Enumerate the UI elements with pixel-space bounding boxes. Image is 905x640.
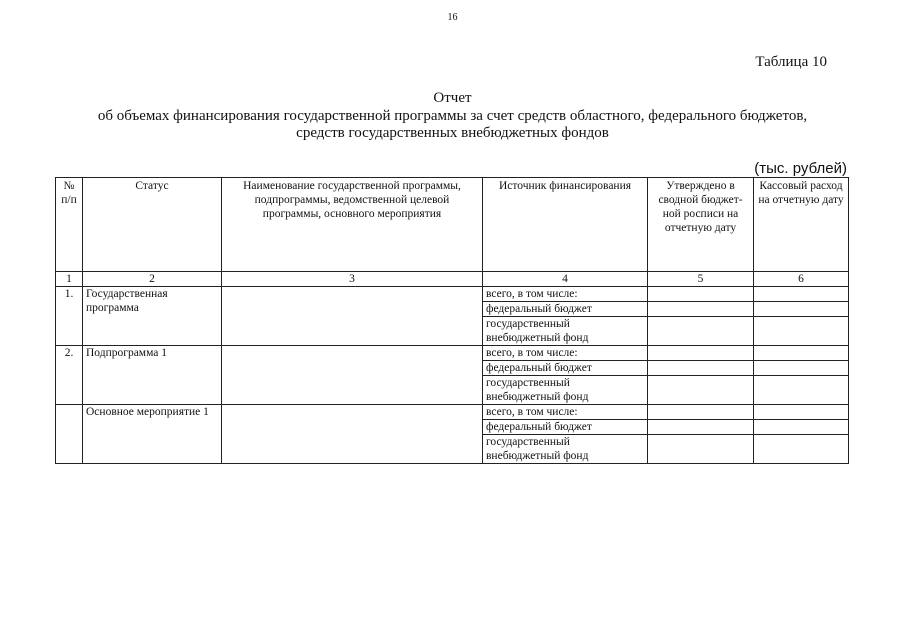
cash-expense-cell bbox=[754, 420, 849, 435]
cash-expense-cell bbox=[754, 346, 849, 361]
financing-source: федеральный бюджет bbox=[483, 361, 648, 376]
cash-expense-cell bbox=[754, 376, 849, 405]
approved-cell bbox=[648, 287, 754, 302]
column-number: 2 bbox=[83, 272, 222, 287]
row-number bbox=[56, 405, 83, 464]
table-row bbox=[56, 346, 849, 361]
column-header-status: Статус bbox=[83, 178, 222, 272]
row-status: Государственная программа bbox=[83, 287, 222, 346]
financing-source: всего, в том числе: bbox=[483, 346, 648, 361]
column-number: 6 bbox=[754, 272, 849, 287]
row-name-cell bbox=[222, 287, 483, 346]
approved-cell bbox=[648, 435, 754, 464]
approved-cell bbox=[648, 361, 754, 376]
column-number: 3 bbox=[222, 272, 483, 287]
financing-source: государственный внебюджетный фонд bbox=[483, 376, 648, 405]
approved-cell bbox=[648, 302, 754, 317]
column-header-name: Наименование государственной программы, подпрограммы, ведомственной целевой программы, основного мероприятия bbox=[222, 178, 483, 272]
row-name-cell bbox=[222, 346, 483, 405]
row-name-cell bbox=[222, 405, 483, 464]
cash-expense-cell bbox=[754, 361, 849, 376]
table-label: Таблица 10 bbox=[755, 54, 827, 70]
column-header-source: Источник финансирования bbox=[483, 178, 648, 272]
financing-source: федеральный бюджет bbox=[483, 302, 648, 317]
column-number: 4 bbox=[483, 272, 648, 287]
financing-source: федеральный бюджет bbox=[483, 420, 648, 435]
cash-expense-cell bbox=[754, 405, 849, 420]
financing-source: государственный внебюджетный фонд bbox=[483, 435, 648, 464]
report-title: Отчет bbox=[433, 90, 472, 106]
column-number: 1 bbox=[56, 272, 83, 287]
financing-report-table bbox=[55, 177, 849, 464]
row-status: Подпрограмма 1 bbox=[83, 346, 222, 405]
financing-source: всего, в том числе: bbox=[483, 405, 648, 420]
table-row bbox=[56, 405, 849, 420]
row-number: 1. bbox=[56, 287, 83, 346]
column-numbers-row bbox=[56, 272, 849, 287]
cash-expense-cell bbox=[754, 302, 849, 317]
table-header-row bbox=[56, 178, 849, 272]
row-status: Основное мероприятие 1 bbox=[83, 405, 222, 464]
approved-cell bbox=[648, 420, 754, 435]
row-number: 2. bbox=[56, 346, 83, 405]
report-subtitle bbox=[0, 108, 905, 142]
subtitle-line: об объемах финансирования государственной программы за счет средств областного, федерального бюджетов, bbox=[97, 108, 808, 124]
column-header-approved: Утверждено в сводной бюджет-ной росписи на отчетную дату bbox=[648, 178, 754, 272]
approved-cell bbox=[648, 346, 754, 361]
cash-expense-cell bbox=[754, 435, 849, 464]
column-header-number: № п/п bbox=[56, 178, 83, 272]
column-header-cash-expense: Кассовый расход на отчетную дату bbox=[754, 178, 849, 272]
units-label: (тыс. рублей) bbox=[754, 160, 847, 177]
subtitle-line: средств государственных внебюджетных фондов bbox=[296, 125, 609, 141]
cash-expense-cell bbox=[754, 287, 849, 302]
approved-cell bbox=[648, 376, 754, 405]
cash-expense-cell bbox=[754, 317, 849, 346]
approved-cell bbox=[648, 317, 754, 346]
financing-source: всего, в том числе: bbox=[483, 287, 648, 302]
column-number: 5 bbox=[648, 272, 754, 287]
page-number: 16 bbox=[447, 12, 458, 23]
table-row bbox=[56, 287, 849, 302]
financing-source: государственный внебюджетный фонд bbox=[483, 317, 648, 346]
approved-cell bbox=[648, 405, 754, 420]
